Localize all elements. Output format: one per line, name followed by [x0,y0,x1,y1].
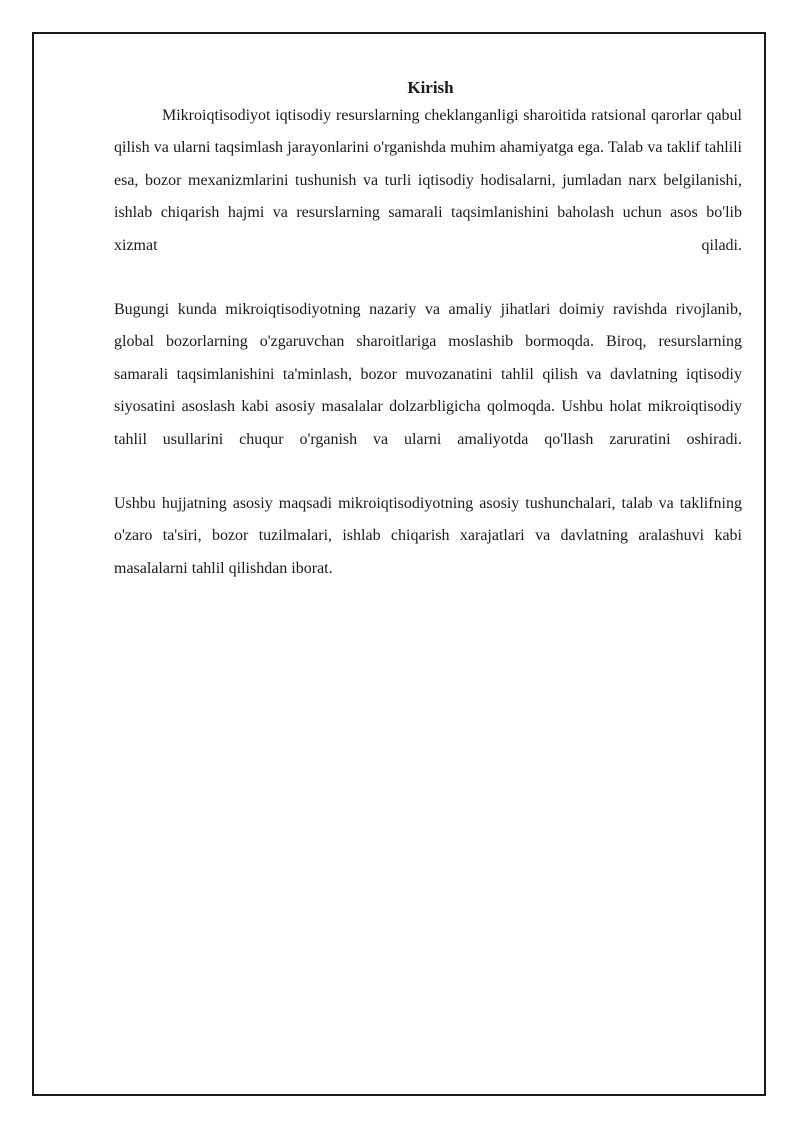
paragraph-spacer [114,456,742,488]
document-body [114,76,742,585]
paragraph-purpose: Ushbu hujjatning asosiy maqsadi mikroiqtisodiyotning asosiy tushunchalari, talab va taklifning o'zaro ta'siri, bozor tuzilmalari, ishlab chiqarish xarajatlari va davlatning aralashuvi kabi masalalarni tahlil qilishdan iborat. [114,495,742,577]
paragraph-intro: Mikroiqtisodiyot iqtisodiy resurslarning cheklanganligi sharoitida ratsional qarorlar qabul qilish va ularni taqsimlash jarayonlarini o'rganishda muhim ahamiyatga ega. Talab va taklif tahlili esa, bozor mexanizmlarini tushunish va turli iqtisodiy hodisalarni, jumladan narx belgilanishi, ishlab chiqarish hajmi va resurslarning samarali taqsimlanishini baholash uchun asos bo'lib xizmat qiladi. [114,107,742,254]
document-title: Kirish [407,78,454,97]
paragraph-development: Bugungi kunda mikroiqtisodiyotning nazariy va amaliy jihatlari doimiy ravishda rivojlanib, global bozorlarning o'zgaruvchan sharoitlariga moslashib bormoqda. Biroq, resurslarning samarali taqsimlanishini ta'minlash, bozor muvozanatini tahlil qilish va davlatning iqtisodiy siyosatini asoslash kabi asosiy masalalar dolzarbligicha qolmoqda. Ushbu holat mikroiqtisodiy tahlil usullarini chuqur o'rganish va ularni amaliyotda qo'llash zaruratini oshiradi. [114,301,742,448]
paragraph-spacer [114,262,742,294]
